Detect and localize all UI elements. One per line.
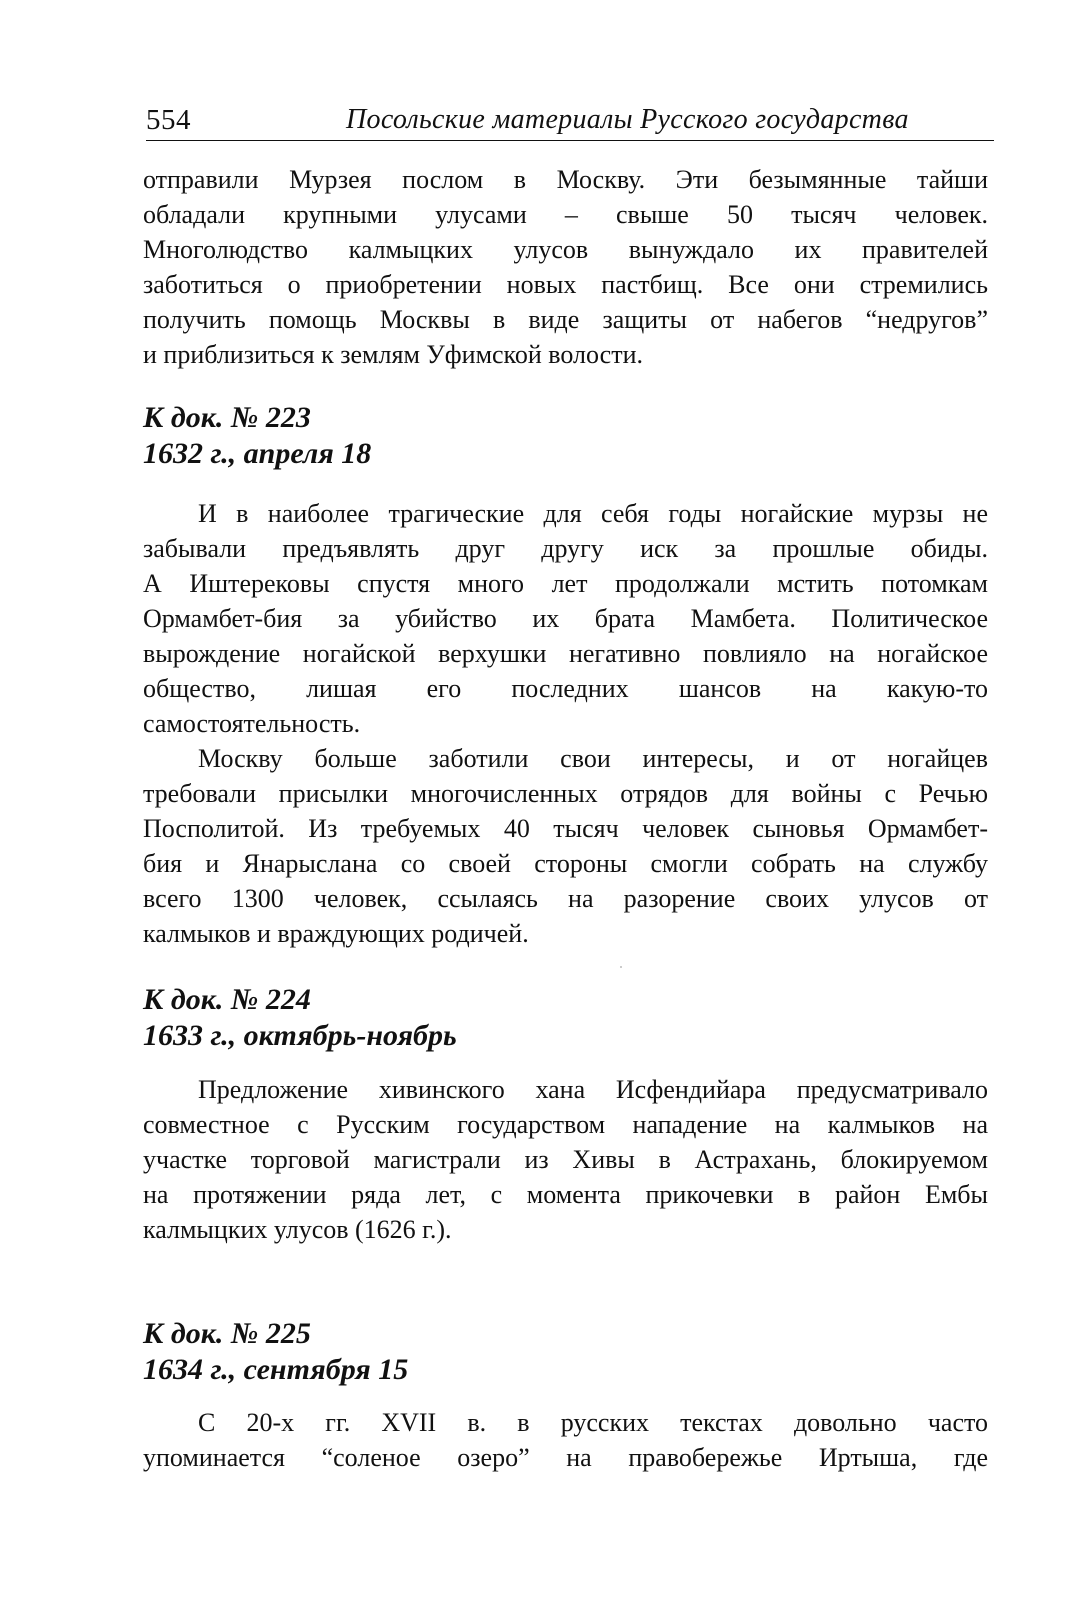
section-223-paragraph-2: [143, 741, 988, 951]
text-line: И в наиболее трагические для себя годы ногайские мурзы не: [198, 499, 988, 528]
text-line: Предложение хивинского хана Исфендийара предусматривало: [198, 1075, 988, 1104]
document-date: 1634 г., сентября 15: [143, 1353, 409, 1386]
text-line: Многолюдство калмыцких улусов вынуждало их правителей: [143, 235, 988, 264]
text-line: калмыцких улусов (1626 г.).: [143, 1215, 452, 1244]
page-header: [146, 100, 994, 140]
document-date: 1633 г., октябрь-ноябрь: [143, 1019, 457, 1052]
section-224-paragraph-1: [143, 1072, 988, 1247]
text-line: С 20-х гг. XVII в. в русских текстах довольно часто: [198, 1408, 988, 1437]
text-line: забывали предъявлять друг другу иск за прошлые обиды.: [143, 534, 988, 563]
text-line: калмыков и враждующих родичей.: [143, 919, 529, 948]
page-number: 554: [146, 104, 191, 136]
text-line: и приблизиться к землям Уфимской волости.: [143, 340, 643, 369]
text-line: бия и Янарыслана со своей стороны смогли собрать на службу: [143, 849, 988, 878]
text-line: на протяжении ряда лет, с момента прикочевки в район Ембы: [143, 1180, 988, 1209]
text-line: заботиться о приобретении новых пастбищ. Все они стремились: [143, 270, 988, 299]
text-line: А Иштерековы спустя много лет продолжали мстить потомкам: [143, 569, 988, 598]
document-reference: К док. № 225: [143, 1317, 311, 1350]
document-reference: К док. № 223: [143, 401, 311, 434]
section-heading-223: [143, 400, 371, 472]
running-title: Посольские материалы Русского государства: [346, 104, 909, 135]
text-line: Москву больше заботили свои интересы, и от ногайцев: [198, 744, 988, 773]
text-line: Ормамбет-бия за убийство их брата Мамбета. Политическое: [143, 604, 988, 633]
document-reference: К док. № 224: [143, 983, 311, 1016]
text-line: самостоятельность.: [143, 709, 361, 738]
text-line: отправили Мурзея послом в Москву. Эти безымянные тайши: [143, 165, 988, 194]
text-line: общество, лишая его последних шансов на какую-то: [143, 674, 988, 703]
section-heading-224: [143, 982, 457, 1054]
header-rule: [146, 140, 994, 141]
section-223-paragraph-1: [143, 496, 988, 741]
scan-speck: [620, 966, 622, 968]
text-line: обладали крупными улусами – свыше 50 тысяч человек.: [143, 200, 988, 229]
text-line: Посполитой. Из требуемых 40 тысяч человек сыновья Ормамбет-: [143, 814, 988, 843]
text-line: участке торговой магистрали из Хивы в Астрахань, блокируемом: [143, 1145, 988, 1174]
text-line: требовали присылки многочисленных отрядов для войны с Речью: [143, 779, 988, 808]
document-date: 1632 г., апреля 18: [143, 437, 372, 470]
text-line: всего 1300 человек, ссылаясь на разорение своих улусов от: [143, 884, 988, 913]
text-line: получить помощь Москвы в виде защиты от набегов “недругов”: [143, 305, 988, 334]
intro-paragraph: [143, 162, 988, 372]
text-line: упоминается “соленое озеро” на правобережье Иртыша, где: [143, 1443, 988, 1472]
section-225-paragraph-1: [143, 1405, 988, 1475]
section-heading-225: [143, 1316, 408, 1388]
text-line: вырождение ногайской верхушки негативно повлияло на ногайское: [143, 639, 988, 668]
text-line: совместное с Русским государством нападение на калмыков на: [143, 1110, 988, 1139]
